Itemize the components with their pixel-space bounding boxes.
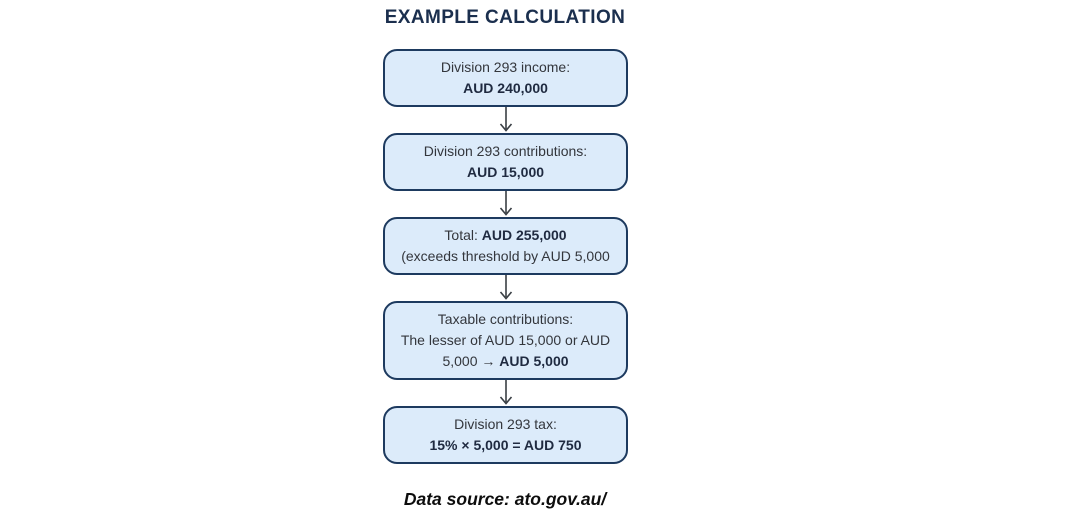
flow-box-line <box>429 435 581 456</box>
flow-box-line <box>441 57 570 78</box>
flow-box-text: AUD 255,000 <box>481 227 567 243</box>
flow-box-line <box>401 330 610 351</box>
data-source-caption: Data source: ato.gov.au/ <box>403 489 607 509</box>
down-arrow-icon <box>498 380 514 406</box>
flow-box-line <box>444 225 566 246</box>
flow-box-total <box>383 217 628 275</box>
flow-box-text: (exceeds threshold by AUD 5,000 <box>401 248 610 264</box>
flow-box-line <box>401 246 610 267</box>
flow-box-line <box>467 162 544 183</box>
flow-box-text: 5,000 → <box>442 353 500 369</box>
flow-box-text: Division 293 income: <box>440 59 571 75</box>
flow-box-text: Taxable contributions: <box>437 311 574 327</box>
flow-box-division-293-contributions <box>383 133 628 191</box>
diagram-title: EXAMPLE CALCULATION <box>384 7 626 28</box>
down-arrow-icon <box>498 275 514 301</box>
down-arrow-icon <box>498 191 514 217</box>
flowchart <box>383 49 628 464</box>
down-arrow-icon <box>498 107 514 133</box>
flow-box-division-293-income <box>383 49 628 107</box>
flow-box-text: Total: <box>444 227 482 243</box>
flow-box-line <box>438 309 573 330</box>
flow-box-text: 15% × 5,000 = AUD 750 <box>429 437 582 453</box>
flow-box-text: AUD 240,000 <box>463 80 548 96</box>
flow-box-line <box>454 414 557 435</box>
flow-box-line <box>442 351 568 372</box>
flow-box-line <box>463 78 548 99</box>
flow-box-text: Division 293 tax: <box>454 416 557 432</box>
flow-box-division-293-tax <box>383 406 628 464</box>
flow-box-line <box>424 141 587 162</box>
flow-box-text: The lesser of AUD 15,000 or AUD <box>400 332 611 348</box>
flow-box-taxable-contributions <box>383 301 628 380</box>
flow-box-text: Division 293 contributions: <box>423 143 588 159</box>
flow-box-text: AUD 5,000 <box>499 353 569 369</box>
flow-box-text: AUD 15,000 <box>466 164 545 180</box>
